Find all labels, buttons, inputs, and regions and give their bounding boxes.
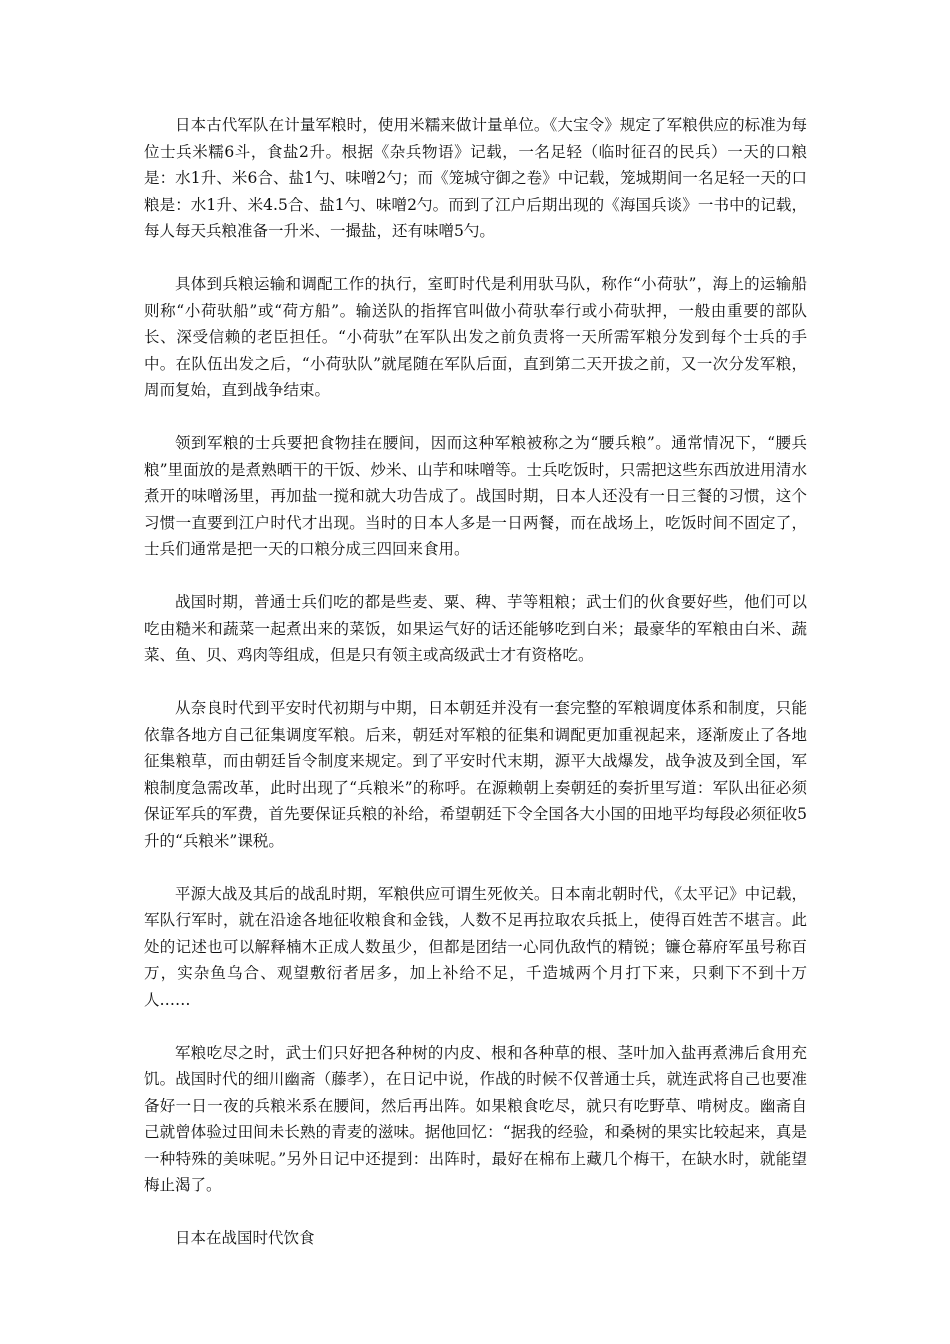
paragraph-military-rice-units: 日本古代军队在计量军粮时，使用米糯来做计量单位。《大宝令》规定了军粮供应的标准为每位士兵米糯6斗，食盐2升。根据《杂兵物语》记载，一名足轻（临时征召的民兵）一天的口粮是：水1升、米6合、盐1勺、味噌2勺；而《笼城守御之卷》中记载，笼城期间一名足轻一天的口粮是：水1升、米4.5合、盐1勺、味噌2勺。而到了江户后期出现的《海国兵谈》一书中的记载，每人每天兵粮准备一升米、一撮盐，还有味噌5勺。 [144,116,807,240]
paragraph-closing-heading: 日本在战国时代饮食 [175,1229,315,1247]
document-body [144,112,807,1252]
paragraph-famine-rations: 军粮吃尽之时，武士们只好把各种树的内皮、根和各种草的根、茎叶加入盐再煮沸后食用充饥。战国时代的细川幽斋（藤孝），在日记中说，作战的时候不仅普通士兵，就连武将自己也要准备好一日一夜的兵粮米系在腰间，然后再出阵。如果粮食吃尽，就只有吃野草、啃树皮。幽斋自己就曾体验过田间未长熟的青麦的滋味。据他回忆：“据我的经验，和桑树的果实比较起来，真是一种特殊的美味呢。”另外日记中还提到：出阵时，最好在棉布上藏几个梅干，在缺水时，就能望梅止渴了。 [144,1043,807,1194]
paragraph-heian-supply-system: 从奈良时代到平安时代初期与中期，日本朝廷并没有一套完整的军粮调度体系和制度，只能依靠各地方自己征集调度军粮。后来，朝廷对军粮的征集和调配更加重视起来，逐渐废止了各地征集粮草，而由朝廷旨令制度来规定。到了平安时代末期，源平大战爆发，战争波及到全国，军粮制度急需改革，此时出现了“兵粮米”的称呼。在源赖朝上奏朝廷的奏折里写道：军队出征必须保证军兵的军费，首先要保证兵粮的补给，希望朝廷下令全国各大小国的田地平均每段必须征收5升的“兵粮米”课税。 [144,699,807,850]
paragraph-konida-transport: 具体到兵粮运输和调配工作的执行，室町时代是利用驮马队，称作“小荷驮”，海上的运输船则称“小荷驮船”或“荷方船”。输送队的指挥官叫做小荷驮奉行或小荷驮押，一般由重要的部队长、深受信赖的老臣担任。“小荷驮”在军队出发之前负责将一天所需军粮分发到每个士兵的手中。在队伍出发之后，“小荷驮队”就尾随在军队后面，直到第二天开拔之前，又一次分发军粮，周而复始，直到战争结束。 [144,275,807,399]
paragraph-sengoku-diet: 战国时期，普通士兵们吃的都是些麦、粟、稗、芋等粗粮；武士们的伙食要好些，他们可以吃由糙米和蔬菜一起煮出来的菜饭，如果运气好的话还能够吃到白米；最豪华的军粮由白米、蔬菜、鱼、贝、鸡肉等组成，但是只有领主或高级武士才有资格吃。 [144,593,807,664]
paragraph-genpei-war-supply: 平源大战及其后的战乱时期，军粮供应可谓生死攸关。日本南北朝时代，《太平记》中记载，军队行军时，就在沿途各地征收粮食和金钱，人数不足再拉取农兵抵上，使得百姓苦不堪言。此处的记述也可以解释楠木正成人数虽少，但都是团结一心同仇敌忾的精锐；镰仓幕府军虽号称百万，实杂鱼乌合、观望敷衍者居多，加上补给不足，千造城两个月打下来，只剩下不到十万人…… [144,884,807,1009]
paragraph-koshi-hyoro: 领到军粮的士兵要把食物挂在腰间，因而这种军粮被称之为“腰兵粮”。通常情况下，“腰兵粮”里面放的是煮熟晒干的干饭、炒米、山芋和味噌等。士兵吃饭时，只需把这些东西放进用清水煮开的味噌汤里，再加盐一搅和就大功告成了。战国时期，日本人还没有一日三餐的习惯，这个习惯一直要到江户时代才出现。当时的日本人多是一日两餐，而在战场上，吃饭时间不固定了，士兵们通常是把一天的口粮分成三四回来食用。 [144,434,807,558]
